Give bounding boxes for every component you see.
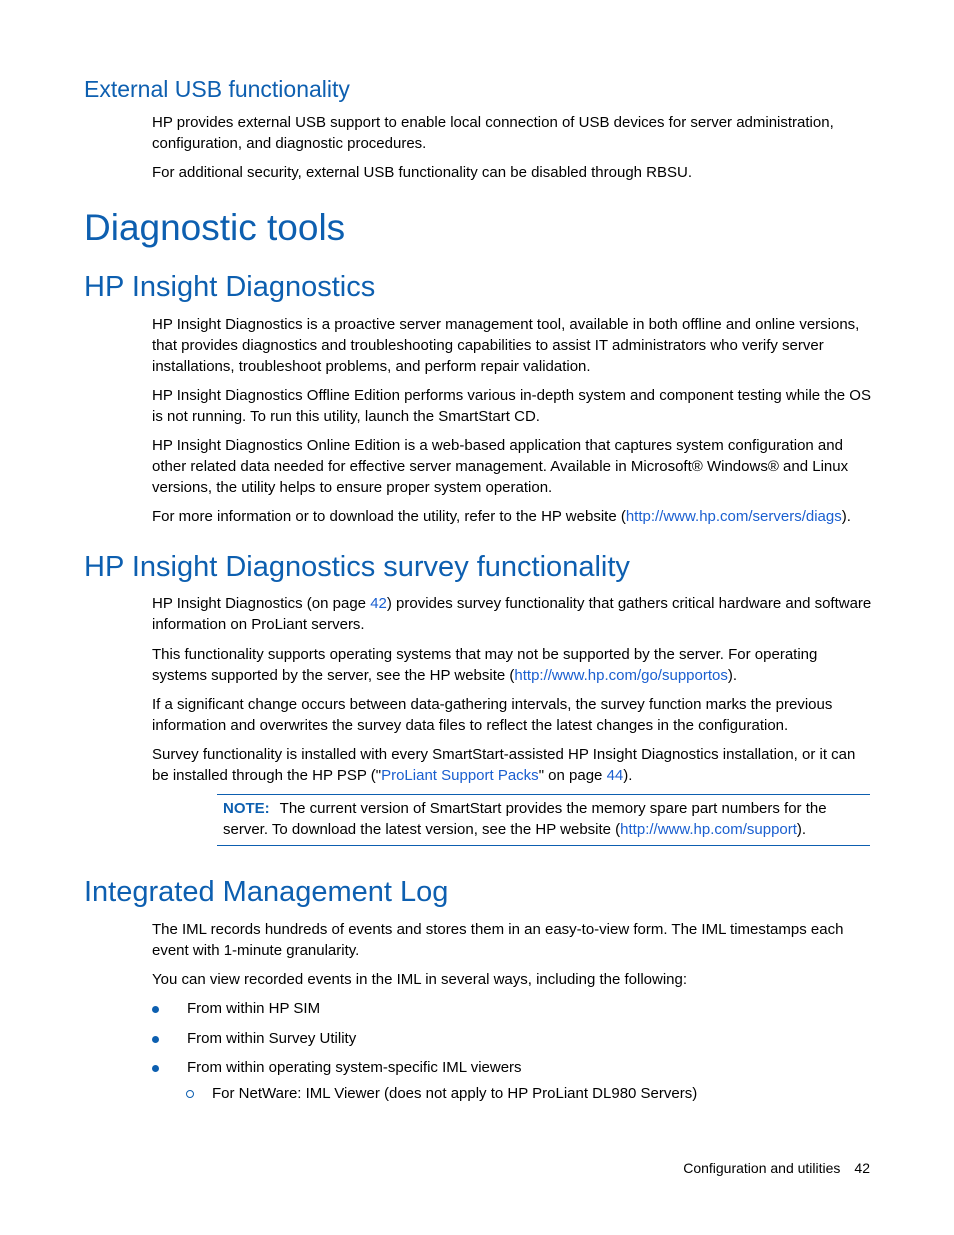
page-number: 42	[854, 1160, 870, 1176]
paragraph: HP Insight Diagnostics Online Edition is a web-based application that captures system configuration and other related data needed for effective server management. Available in Microsoft® Windows® and Linux versions, the utility helps to ensure proper system operation.	[152, 437, 849, 496]
note-box	[217, 794, 870, 846]
paragraph: For additional security, external USB functionality can be disabled through RBSU.	[152, 164, 693, 181]
paragraph: HP provides external USB support to enable local connection of USB devices for server administration, configuration, and diagnostic procedures.	[152, 114, 834, 152]
proliant-support-packs-link[interactable]: ProLiant Support Packs	[381, 766, 539, 784]
section-heading-iml: Integrated Management Log	[84, 876, 449, 908]
supportos-link[interactable]: http://www.hp.com/go/supportos	[514, 666, 728, 684]
bullet-icon	[152, 1036, 159, 1043]
text: ) provides survey functionality that gathers critical hardware and software information on ProLiant servers.	[152, 595, 872, 633]
paragraph: HP Insight Diagnostics Offline Edition performs various in-depth system and component testing while the OS is not running. To run this utility, launch the SmartStart CD.	[152, 387, 871, 425]
paragraph-diags-link	[152, 507, 882, 528]
text: This functionality supports operating systems that may not be supported by the server. For operating systems supported by the server, see the HP website (	[152, 646, 818, 684]
text: HP Insight Diagnostics (on page	[152, 595, 371, 612]
diags-website-link[interactable]: http://www.hp.com/servers/diags	[625, 508, 842, 525]
section-heading-survey-functionality: HP Insight Diagnostics survey functionality	[84, 551, 630, 583]
page-footer	[683, 1158, 870, 1178]
paragraph	[152, 594, 874, 636]
paragraph: HP Insight Diagnostics is a proactive server management tool, available in both offline and online versions, that provides diagnostics and troubleshooting capabilities to assist IT administrators who verify server installations, troubleshoot problems, and perform repair validation.	[152, 316, 860, 375]
list-item-text: From within operating system-specific IML viewers	[187, 1059, 522, 1076]
paragraph: If a significant change occurs between data-gathering intervals, the survey function marks the previous information and overwrites the survey data files to reflect the latest changes in the configuration.	[152, 696, 833, 734]
text: Survey functionality is installed with every SmartStart-assisted HP Insight Diagnostics installation, or it can be installed through the HP PSP ("	[152, 746, 856, 784]
list-item-text: From within Survey Utility	[187, 1030, 357, 1047]
text: ).	[796, 820, 807, 838]
text: ).	[841, 508, 851, 525]
note-text	[223, 799, 871, 841]
section-heading-external-usb: External USB functionality	[84, 76, 350, 102]
footer-section: Configuration and utilities	[683, 1160, 841, 1176]
circle-bullet-icon	[186, 1090, 194, 1098]
page-42-link[interactable]: 42	[370, 595, 387, 612]
text: " on page	[538, 766, 607, 784]
list-item-text: From within HP SIM	[187, 1000, 321, 1017]
note-label: NOTE:	[223, 800, 270, 817]
paragraph: The IML records hundreds of events and stores them in an easy-to-view form. The IML timestamps each event with 1-minute granularity.	[152, 921, 844, 959]
hp-support-link[interactable]: http://www.hp.com/support	[620, 820, 797, 838]
section-heading-insight-diagnostics: HP Insight Diagnostics	[84, 271, 376, 303]
chapter-title: Diagnostic tools	[84, 207, 346, 248]
paragraph	[152, 745, 874, 787]
bullet-icon	[152, 1006, 159, 1013]
text: The current version of SmartStart provides the memory spare part numbers for the server. To download the latest version, see the HP website (	[223, 800, 827, 838]
text: ).	[623, 766, 633, 784]
sub-list-item-text: For NetWare: IML Viewer (does not apply to HP ProLiant DL980 Servers)	[212, 1085, 698, 1102]
paragraph: You can view recorded events in the IML in several ways, including the following:	[152, 971, 688, 988]
bullet-icon	[152, 1065, 159, 1072]
page-44-link[interactable]: 44	[606, 766, 624, 784]
text: For more information or to download the utility, refer to the HP website (	[152, 508, 626, 525]
text: ).	[727, 666, 738, 684]
paragraph	[152, 645, 874, 687]
